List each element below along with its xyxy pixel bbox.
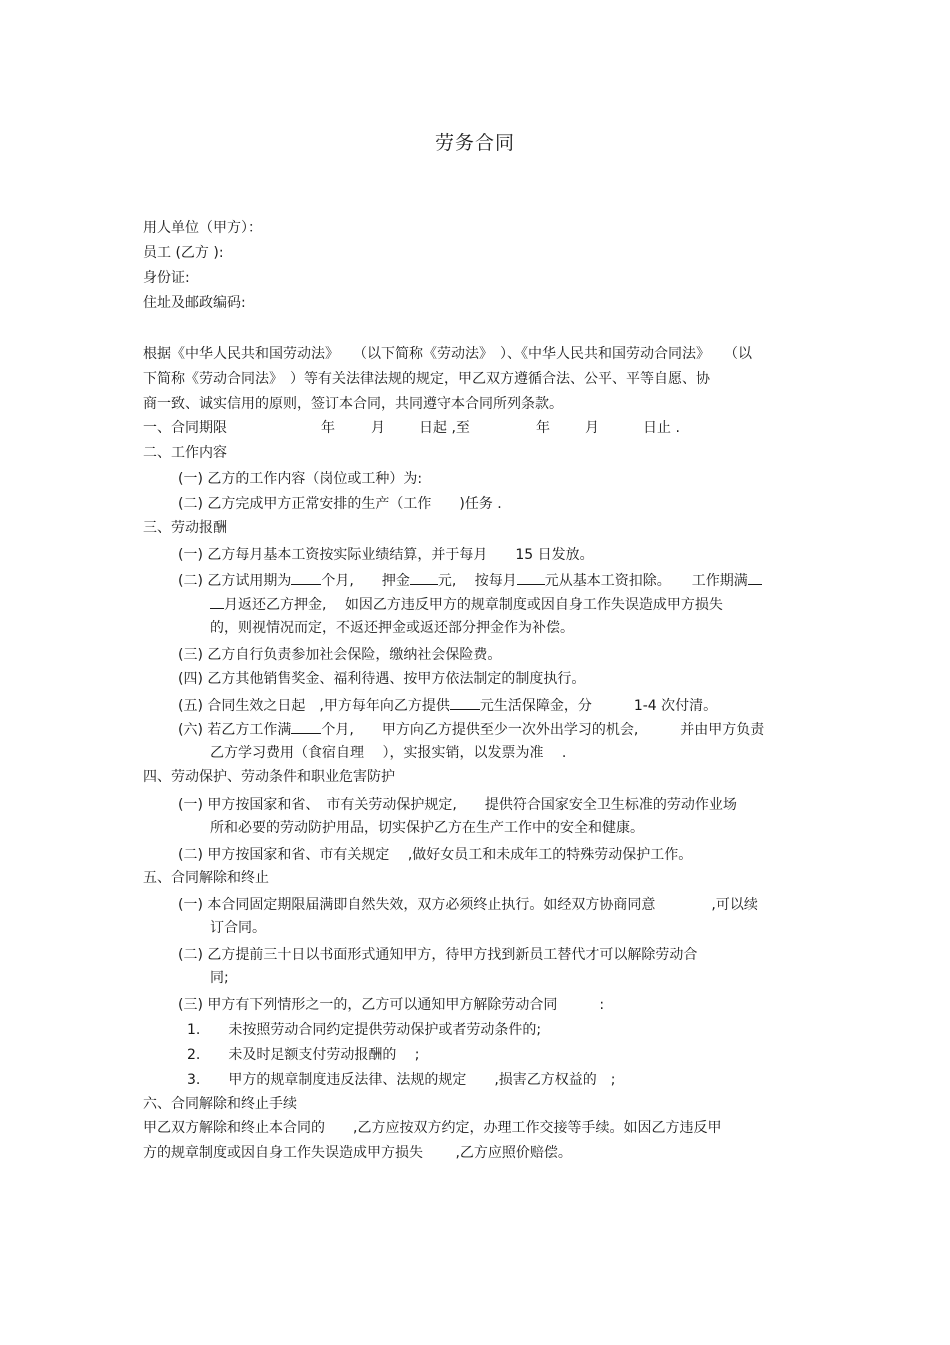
blank-field: [410, 570, 438, 585]
section-6-heading: 六、合同解除和终止手续: [143, 1096, 297, 1112]
blank-field: [517, 570, 545, 585]
s2-item-1: (一) 乙方的工作内容（岗位或工种）为:: [178, 471, 423, 487]
s3-item-2-line-1: [178, 570, 762, 591]
s4-item-1-line-1: (一) 甲方按国家和省、 市有关劳动保护规定, 提供符合国家安全卫生标准的劳动作业场: [178, 797, 737, 813]
blank-field: [450, 695, 480, 710]
address-field: 住址及邮政编码:: [143, 295, 246, 311]
end-year-label: 年: [536, 420, 550, 436]
s3-item-6-line-1: [178, 719, 764, 740]
document-title: 劳务合同: [434, 132, 515, 154]
s5-subitem-2: 2. 未及时足额支付劳动报酬的 ;: [187, 1047, 420, 1063]
s4-item-2: (二) 甲方按国家和省、市有关规定 ,做好女员工和未成年工的特殊劳动保护工作。: [178, 847, 693, 863]
s3-item-2-text-d: 元从基本工资扣除。 工作期满: [544, 573, 748, 589]
s3-item-5: [178, 695, 717, 716]
s5-item-3: (三) 甲方有下列情形之一的，乙方可以通知甲方解除劳动合同 :: [178, 997, 605, 1013]
s3-item-6-line-2: 乙方学习费用（食宿自理 ），实报实销，以发票为准 .: [210, 745, 567, 761]
s3-item-2-line-2: [210, 594, 723, 615]
s3-item-5-text-a: (五) 合同生效之日起 ,甲方每年向乙方提供: [178, 698, 450, 714]
start-year-label: 年: [321, 420, 335, 436]
start-month-label: 月: [371, 420, 385, 436]
employee-field: 员工 (乙方 ):: [143, 245, 224, 261]
preamble-line-2: 下简称《劳动合同法》 ）等有关法律法规的规定，甲乙双方遵循合法、公平、平等自愿、协: [143, 371, 710, 387]
s5-subitem-3: 3. 甲方的规章制度违反法律、法规的规定 ,损害乙方权益的 ;: [187, 1072, 616, 1088]
s3-item-2-text-b: 个月, 押金: [321, 573, 410, 589]
s3-item-4: (四) 乙方其他销售奖金、福利待遇、按甲方依法制定的制度执行。: [178, 671, 586, 687]
end-month-label: 月: [585, 420, 599, 436]
s6-paragraph-line-2: 方的规章制度或因自身工作失误造成甲方损失 ,乙方应照价赔偿。: [143, 1145, 572, 1161]
s6-paragraph-line-1: 甲乙双方解除和终止本合同的 ,乙方应按双方约定，办理工作交接等手续。如因乙方违反甲: [143, 1120, 722, 1136]
s2-item-2: (二) 乙方完成甲方正常安排的生产（工作 )任务 .: [178, 496, 502, 512]
s3-item-2-text-e: 月返还乙方押金, 如因乙方违反甲方的规章制度或因自身工作失误造成甲方损失: [224, 597, 723, 613]
blank-field: [748, 570, 762, 585]
employer-field: 用人单位（甲方）：: [143, 220, 262, 236]
s3-item-2-text-a: (二) 乙方试用期为: [178, 573, 292, 589]
section-2-heading: 二、工作内容: [143, 445, 227, 461]
section-3-heading: 三、劳动报酬: [143, 520, 227, 536]
s3-item-5-text-b: 元生活保障金，分 1-4 次付清。: [479, 698, 718, 714]
s4-item-1-line-2: 所和必要的劳动防护用品，切实保护乙方在生产工作中的安全和健康。: [210, 820, 644, 836]
preamble-line-3: 商一致、诚实信用的原则，签订本合同，共同遵守本合同所列条款。: [143, 396, 563, 412]
s3-item-6-text-a: (六) 若乙方工作满: [178, 722, 292, 738]
preamble-line-1: 根据《中华人民共和国劳动法》 （以下简称《劳动法》 ）、《中华人民共和国劳动合同法》 （以: [143, 346, 752, 362]
section-1-heading: 一、合同期限: [143, 420, 227, 436]
s5-item-2-line-1: (二) 乙方提前三十日以书面形式通知甲方，待甲方找到新员工替代才可以解除劳动合: [178, 947, 698, 963]
s3-item-2-text-c: 元, 按每月: [437, 573, 517, 589]
start-day-label: 日起 ,至: [419, 420, 470, 436]
s3-item-6-text-b: 个月, 甲方向乙方提供至少一次外出学习的机会, 并由甲方负责: [321, 722, 765, 738]
s5-item-1-line-2: 订合同。: [210, 920, 266, 936]
s3-item-3: (三) 乙方自行负责参加社会保险，缴纳社会保险费。: [178, 647, 502, 663]
s5-item-1-line-1: (一) 本合同固定期限届满即自然失效，双方必须终止执行。如经双方协商同意 ,可以续: [178, 897, 758, 913]
section-5-heading: 五、合同解除和终止: [143, 870, 269, 886]
s5-item-2-line-2: 同;: [210, 970, 229, 986]
s3-item-2-line-3: 的，则视情况而定，不返还押金或返还部分押金作为补偿。: [210, 620, 574, 636]
blank-field: [210, 594, 224, 609]
id-card-field: 身份证:: [143, 270, 190, 286]
blank-field: [291, 719, 321, 734]
end-day-label: 日止 .: [643, 420, 680, 436]
section-4-heading: 四、劳动保护、劳动条件和职业危害防护: [143, 769, 395, 785]
s3-item-1: (一) 乙方每月基本工资按实际业绩结算，并于每月 15 日发放。: [178, 547, 594, 563]
s5-subitem-1: 1. 未按照劳动合同约定提供劳动保护或者劳动条件的;: [187, 1022, 542, 1038]
blank-field: [291, 570, 321, 585]
